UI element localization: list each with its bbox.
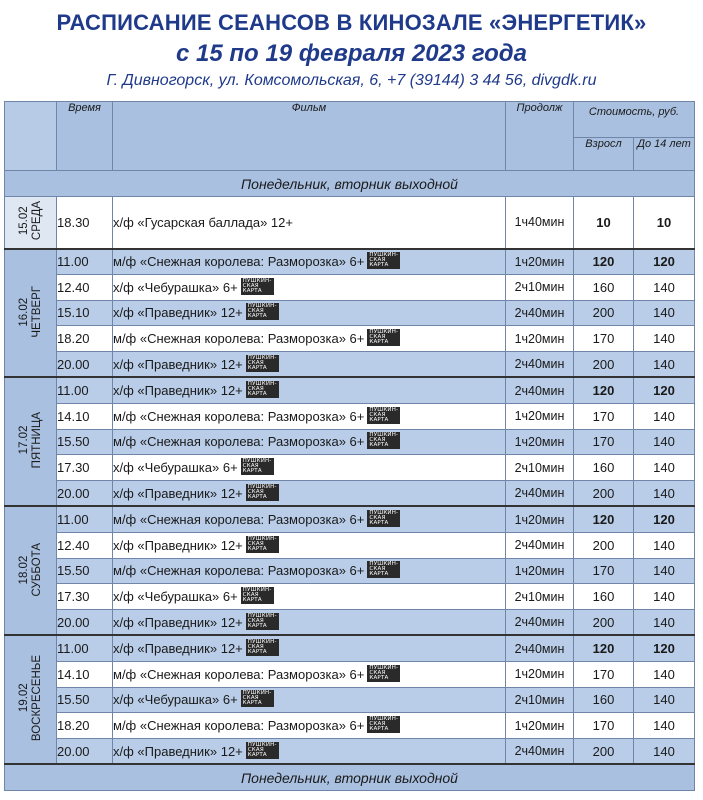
session-row [5,429,695,455]
price-column-header: Стоимость, руб. [574,102,695,138]
day-label-cell [5,249,57,378]
pushkin-card-logo [241,690,274,707]
pushkin-card-logo [246,381,279,398]
closed-days-note-row [5,764,695,790]
session-film: х/ф «Чебурашка» 6+ [113,460,238,476]
session-film: м/ф «Снежная королева: Разморозка» 6+ [113,512,365,528]
pushkin-card-logo-text: ПУШКИН- [247,741,277,748]
session-film-cell [113,661,506,687]
closed-days-note-row [5,171,695,197]
pushkin-card-logo-text: СКАЯ [247,644,264,651]
session-film-cell [113,739,506,765]
pushkin-card-logo [367,252,400,269]
day-column-header [5,102,57,171]
child-price: 140 [634,403,695,429]
child-price: 120 [634,377,695,403]
pushkin-card-logo-text: КАРТА [247,649,267,656]
session-row [5,558,695,584]
session-duration: 1ч20мин [506,558,574,584]
session-time: 14.10 [57,661,113,687]
pushkin-card-logo-text: КАРТА [247,364,267,371]
session-row [5,377,695,403]
pushkin-card-logo-text: СКАЯ [369,257,386,264]
pushkin-card-logo [246,742,279,759]
session-row [5,532,695,558]
pushkin-card-logo-text: КАРТА [247,391,267,398]
session-duration: 1ч40мин [506,197,574,249]
time-column-header: Время [57,102,113,171]
adult-price: 160 [574,584,634,610]
session-row [5,326,695,352]
pushkin-card-logo-text: СКАЯ [247,308,264,315]
child-price: 10 [634,197,695,249]
session-time: 20.00 [57,481,113,507]
session-film-cell [113,558,506,584]
session-film-cell [113,352,506,378]
pushkin-card-logo-text: ПУШКИН- [242,690,272,697]
session-film: м/ф «Снежная королева: Разморозка» 6+ [113,563,365,579]
session-film: х/ф «Праведник» 12+ [113,537,243,553]
adult-price: 10 [574,197,634,249]
session-film: м/ф «Снежная королева: Разморозка» 6+ [113,434,365,450]
pushkin-card-logo-text: КАРТА [369,339,389,346]
child-price: 120 [634,635,695,661]
session-duration: 2ч40мин [506,300,574,326]
session-film: м/ф «Снежная королева: Разморозка» 6+ [113,408,365,424]
session-row [5,403,695,429]
session-time: 15.50 [57,687,113,713]
child-price-header: До 14 лет [634,138,695,171]
adult-price: 170 [574,326,634,352]
session-film-cell [113,506,506,532]
day-label: 15.02 СРЕДА [17,201,43,241]
pushkin-card-logo [367,561,400,578]
pushkin-card-logo-text: ПУШКИН- [369,329,399,336]
pushkin-card-logo-text: ПУШКИН- [247,535,277,542]
schedule-body [5,171,695,791]
day-label: 17.02 ПЯТНИЦА [17,412,43,469]
day-label-cell [5,377,57,506]
adult-price: 160 [574,687,634,713]
session-time: 15.50 [57,558,113,584]
child-price: 140 [634,300,695,326]
session-duration: 1ч20мин [506,661,574,687]
child-price: 140 [634,455,695,481]
session-film: х/ф «Чебурашка» 6+ [113,589,238,605]
session-row [5,739,695,765]
pushkin-card-logo-text: СКАЯ [369,515,386,522]
pushkin-card-logo-text: ПУШКИН- [247,639,277,646]
session-duration: 2ч40мин [506,377,574,403]
child-price: 140 [634,532,695,558]
pushkin-card-logo-text: СКАЯ [247,488,264,495]
pushkin-card-logo-text: ПУШКИН- [369,406,399,413]
day-label: 18.02 СУББОТА [17,542,43,597]
session-row [5,584,695,610]
session-film: х/ф «Чебурашка» 6+ [113,279,238,295]
adult-price: 200 [574,610,634,636]
pushkin-card-logo-text: КАРТА [369,416,389,423]
session-film: х/ф «Праведник» 12+ [113,305,243,321]
pushkin-card-logo-text: КАРТА [369,726,389,733]
child-price: 120 [634,249,695,275]
session-row [5,300,695,326]
pushkin-card-logo-text: КАРТА [242,287,262,294]
session-row [5,661,695,687]
pushkin-card-logo-text: КАРТА [369,442,389,449]
venue-address: Г. Дивногорск, ул. Комсомольская, 6, +7 (39144) 3 44 56, divgdk.ru [106,72,597,89]
session-time: 11.00 [57,377,113,403]
adult-price-header: Взросл [574,138,634,171]
session-film-cell [113,481,506,507]
session-row [5,249,695,275]
adult-price: 200 [574,352,634,378]
pushkin-card-logo-text: СКАЯ [242,695,259,702]
pushkin-card-logo-text: ПУШКИН- [247,483,277,490]
session-duration: 2ч40мин [506,635,574,661]
session-film: х/ф «Праведник» 12+ [113,641,243,657]
pushkin-card-logo [367,432,400,449]
date-range: с 15 по 19 февраля 2023 года [176,40,527,67]
session-time: 15.50 [57,429,113,455]
adult-price: 120 [574,249,634,275]
adult-price: 120 [574,377,634,403]
schedule-table [4,101,695,791]
session-time: 15.10 [57,300,113,326]
child-price: 140 [634,274,695,300]
pushkin-card-logo-text: СКАЯ [242,592,259,599]
session-duration: 2ч10мин [506,274,574,300]
pushkin-card-logo-text: ПУШКИН- [242,458,272,465]
pushkin-card-logo-text: СКАЯ [369,721,386,728]
child-price: 140 [634,687,695,713]
session-duration: 1ч20мин [506,326,574,352]
child-price: 120 [634,506,695,532]
session-row [5,506,695,532]
pushkin-card-logo-text: КАРТА [247,545,267,552]
child-price: 140 [634,610,695,636]
pushkin-card-logo-text: СКАЯ [247,386,264,393]
pushkin-card-logo [241,587,274,604]
pushkin-card-logo-text: ПУШКИН- [247,381,277,388]
pushkin-card-logo-text: КАРТА [242,597,262,604]
pushkin-card-logo-text: КАРТА [369,520,389,527]
pushkin-card-logo [246,355,279,372]
session-row [5,352,695,378]
session-duration: 2ч40мин [506,739,574,765]
session-time: 12.40 [57,532,113,558]
pushkin-card-logo [246,484,279,501]
session-time: 20.00 [57,739,113,765]
child-price: 140 [634,661,695,687]
session-duration: 2ч10мин [506,455,574,481]
session-duration: 1ч20мин [506,506,574,532]
pushkin-card-logo [246,303,279,320]
adult-price: 170 [574,558,634,584]
film-column-header: Фильм [113,102,506,171]
adult-price: 200 [574,532,634,558]
child-price: 140 [634,352,695,378]
session-duration: 2ч40мин [506,610,574,636]
pushkin-card-logo-text: ПУШКИН- [369,510,399,517]
child-price: 140 [634,326,695,352]
session-duration: 2ч40мин [506,352,574,378]
session-film-cell [113,300,506,326]
day-label-cell [5,506,57,635]
session-film-cell [113,455,506,481]
child-price: 140 [634,739,695,765]
pushkin-card-logo-text: КАРТА [369,571,389,578]
session-duration: 1ч20мин [506,713,574,739]
pushkin-card-logo-text: ПУШКИН- [247,354,277,361]
session-duration: 1ч20мин [506,249,574,275]
session-time: 12.40 [57,274,113,300]
adult-price: 160 [574,455,634,481]
pushkin-card-logo-text: КАРТА [369,674,389,681]
session-row [5,713,695,739]
day-label: 19.02 ВОСКРЕСЕНЬЕ [17,655,43,742]
pushkin-card-logo-text: КАРТА [242,700,262,707]
pushkin-card-logo-text: КАРТА [247,313,267,320]
pushkin-card-logo-text: СКАЯ [369,411,386,418]
adult-price: 120 [574,635,634,661]
session-film-cell [113,610,506,636]
session-film-cell [113,687,506,713]
pushkin-card-logo-text: СКАЯ [369,566,386,573]
session-film-cell [113,197,506,249]
session-row [5,274,695,300]
adult-price: 170 [574,429,634,455]
session-film-cell [113,429,506,455]
adult-price: 170 [574,713,634,739]
pushkin-card-logo [367,665,400,682]
session-time: 17.30 [57,584,113,610]
pushkin-card-logo-text: СКАЯ [247,540,264,547]
pushkin-card-logo [246,613,279,630]
pushkin-card-logo-text: ПУШКИН- [242,587,272,594]
day-label-cell [5,635,57,764]
session-film: м/ф «Снежная королева: Разморозка» 6+ [113,666,365,682]
pushkin-card-logo [241,278,274,295]
session-duration: 2ч10мин [506,584,574,610]
session-duration: 2ч40мин [506,481,574,507]
session-film-cell [113,274,506,300]
pushkin-card-logo-text: ПУШКИН- [369,561,399,568]
pushkin-card-logo [367,716,400,733]
pushkin-card-logo-text: СКАЯ [242,463,259,470]
session-film-cell [113,377,506,403]
session-duration: 2ч10мин [506,687,574,713]
session-film: х/ф «Праведник» 12+ [113,356,243,372]
session-film: х/ф «Праведник» 12+ [113,485,243,501]
pushkin-card-logo-text: СКАЯ [369,437,386,444]
adult-price: 200 [574,300,634,326]
session-time: 17.30 [57,455,113,481]
pushkin-card-logo-text: СКАЯ [247,746,264,753]
pushkin-card-logo-text: КАРТА [247,622,267,629]
adult-price: 170 [574,661,634,687]
session-row [5,455,695,481]
session-row [5,635,695,661]
pushkin-card-logo [241,458,274,475]
pushkin-card-logo [246,639,279,656]
session-duration: 1ч20мин [506,429,574,455]
session-row [5,481,695,507]
pushkin-card-logo-text: ПУШКИН- [242,277,272,284]
child-price: 140 [634,429,695,455]
session-row [5,197,695,249]
session-row [5,687,695,713]
session-time: 18.30 [57,197,113,249]
pushkin-card-logo [367,510,400,527]
closed-days-note: Понедельник, вторник выходной [5,171,695,197]
session-film-cell [113,635,506,661]
session-film: х/ф «Праведник» 12+ [113,383,243,399]
session-film: х/ф «Праведник» 12+ [113,614,243,630]
session-film: х/ф «Гусарская баллада» 12+ [113,214,293,230]
pushkin-card-logo-text: ПУШКИН- [247,612,277,619]
schedule-header [5,102,695,171]
session-duration: 1ч20мин [506,403,574,429]
session-film-cell [113,249,506,275]
adult-price: 120 [574,506,634,532]
pushkin-card-logo-text: КАРТА [369,262,389,269]
pushkin-card-logo-text: СКАЯ [247,359,264,366]
pushkin-card-logo-text: ПУШКИН- [247,303,277,310]
pushkin-card-logo [367,329,400,346]
child-price: 140 [634,584,695,610]
pushkin-card-logo-text: КАРТА [247,751,267,758]
session-film-cell [113,713,506,739]
session-time: 11.00 [57,249,113,275]
pushkin-card-logo-text: ПУШКИН- [369,252,399,259]
session-film-cell [113,326,506,352]
session-time: 20.00 [57,352,113,378]
session-time: 18.20 [57,713,113,739]
session-film-cell [113,532,506,558]
session-time: 18.20 [57,326,113,352]
pushkin-card-logo-text: ПУШКИН- [369,716,399,723]
day-label: 16.02 ЧЕТВЕРГ [17,285,43,338]
session-row [5,610,695,636]
page-title: РАСПИСАНИЕ СЕАНСОВ В КИНОЗАЛЕ «ЭНЕРГЕТИК» [56,10,647,35]
adult-price: 200 [574,739,634,765]
session-film-cell [113,403,506,429]
pushkin-card-logo [246,536,279,553]
adult-price: 160 [574,274,634,300]
session-film: м/ф «Снежная королева: Разморозка» 6+ [113,718,365,734]
pushkin-card-logo-text: СКАЯ [369,334,386,341]
session-film: х/ф «Чебурашка» 6+ [113,692,238,708]
adult-price: 170 [574,403,634,429]
pushkin-card-logo [367,407,400,424]
pushkin-card-logo-text: КАРТА [242,468,262,475]
pushkin-card-logo-text: ПУШКИН- [369,664,399,671]
session-film: х/ф «Праведник» 12+ [113,743,243,759]
day-label-cell [5,197,57,249]
child-price: 140 [634,481,695,507]
pushkin-card-logo-text: ПУШКИН- [369,432,399,439]
session-film: м/ф «Снежная королева: Разморозка» 6+ [113,331,365,347]
session-time: 14.10 [57,403,113,429]
pushkin-card-logo-text: СКАЯ [247,617,264,624]
pushkin-card-logo-text: КАРТА [247,493,267,500]
session-film: м/ф «Снежная королева: Разморозка» 6+ [113,254,365,270]
session-duration: 2ч40мин [506,532,574,558]
child-price: 140 [634,713,695,739]
session-film-cell [113,584,506,610]
session-time: 20.00 [57,610,113,636]
child-price: 140 [634,558,695,584]
closed-days-note: Понедельник, вторник выходной [5,764,695,790]
pushkin-card-logo-text: СКАЯ [369,669,386,676]
pushkin-card-logo-text: СКАЯ [242,282,259,289]
session-time: 11.00 [57,506,113,532]
adult-price: 200 [574,481,634,507]
duration-column-header: Продолж [506,102,574,171]
session-time: 11.00 [57,635,113,661]
